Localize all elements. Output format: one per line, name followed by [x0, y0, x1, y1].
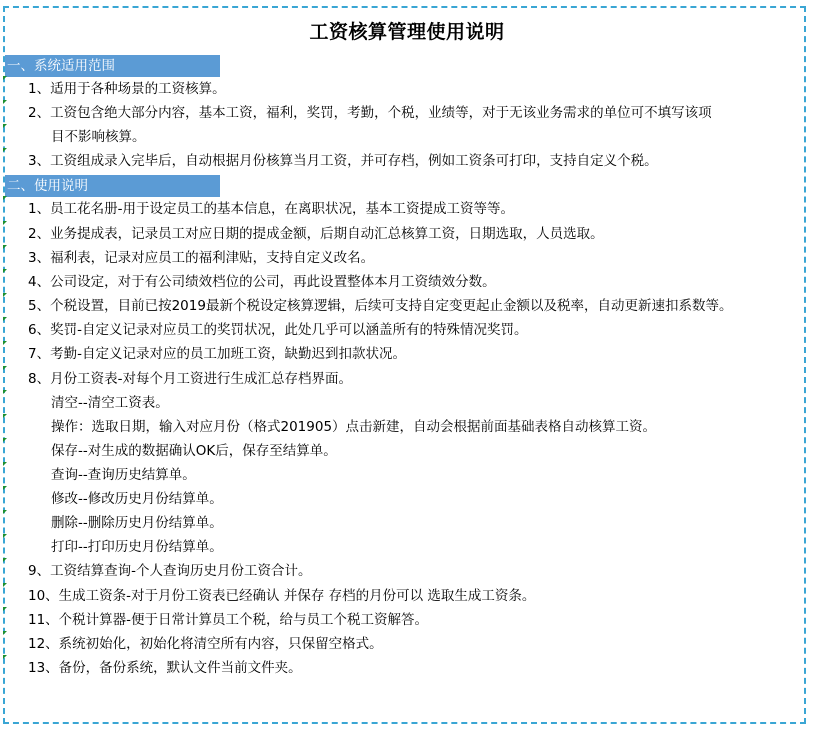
- list-item: 1、适用于各种场景的工资核算。: [28, 81, 226, 97]
- comment-marker-icon: [3, 631, 7, 635]
- comment-marker-icon: [3, 100, 7, 104]
- comment-marker-icon: [3, 293, 7, 297]
- comment-marker-icon: [3, 76, 7, 80]
- comment-marker-icon: [3, 317, 7, 321]
- comment-marker-icon: [3, 462, 7, 466]
- comment-marker-icon: [3, 655, 7, 659]
- sub-item: 查询--查询历史结算单。: [51, 467, 196, 483]
- sub-item: 修改--修改历史月份结算单。: [51, 491, 223, 507]
- comment-marker-icon: [3, 486, 7, 490]
- comment-marker-icon: [3, 269, 7, 273]
- list-item: 1、员工花名册-用于设定员工的基本信息，在离职状况，基本工资提成工资等等。: [28, 201, 514, 217]
- comment-marker-icon: [3, 366, 7, 370]
- comment-marker-icon: [3, 124, 7, 128]
- list-item: 2、工资包含绝大部分内容，基本工资，福利，奖罚，考勤，个税，业绩等，对于无该业务需求的单位可不填写该项: [28, 105, 712, 121]
- list-item: 6、奖罚-自定义记录对应员工的奖罚状况，此处几乎可以涵盖所有的特殊情况奖罚。: [28, 322, 528, 338]
- comment-marker-icon: [3, 245, 7, 249]
- sub-item: 打印--打印历史月份结算单。: [51, 539, 223, 555]
- list-item: 10、生成工资条-对于月份工资表已经确认 并保存 存档的月份可以 选取生成工资条。: [28, 588, 536, 604]
- comment-marker-icon: [3, 221, 7, 225]
- page-title: 工资核算管理使用说明: [309, 21, 505, 43]
- list-item: 12、系统初始化，初始化将清空所有内容，只保留空格式。: [28, 636, 383, 652]
- comment-marker-icon: [3, 148, 7, 152]
- sub-item: 操作：选取日期，输入对应月份（格式201905）点击新建，自动会根据前面基础表格自动核算工资。: [51, 419, 657, 435]
- comment-marker-icon: [3, 196, 7, 200]
- comment-marker-icon: [3, 558, 7, 562]
- comment-marker-icon: [3, 510, 7, 514]
- sub-item: 清空--清空工资表。: [51, 395, 169, 411]
- comment-marker-icon: [3, 534, 7, 538]
- list-item: 5、个税设置，目前已按2019最新个税设定核算逻辑，后续可支持自定变更起止金额以及税率，自动更新速扣系数等。: [28, 298, 733, 314]
- list-item: 9、工资结算查询-个人查询历史月份工资合计。: [28, 563, 312, 579]
- list-item-continuation: 目不影响核算。: [51, 129, 146, 145]
- comment-marker-icon: [3, 341, 7, 345]
- comment-marker-icon: [3, 438, 7, 442]
- list-item: 7、考勤-自定义记录对应的员工加班工资，缺勤迟到扣款状况。: [28, 346, 406, 362]
- list-item: 2、业务提成表，记录员工对应日期的提成金额，后期自动汇总核算工资，日期选取，人员选取。: [28, 226, 604, 242]
- comment-marker-icon: [3, 583, 7, 587]
- list-item: 3、工资组成录入完毕后，自动根据月份核算当月工资，并可存档，例如工资条可打印，支持自定义个税。: [28, 153, 658, 169]
- list-item: 13、备份，备份系统，默认文件当前文件夹。: [28, 660, 302, 676]
- sub-item: 删除--删除历史月份结算单。: [51, 515, 223, 531]
- comment-marker-icon: [3, 414, 7, 418]
- list-item: 4、公司设定，对于有公司绩效档位的公司，再此设置整体本月工资绩效分数。: [28, 274, 496, 290]
- list-item: 8、月份工资表-对每个月工资进行生成汇总存档界面。: [28, 371, 352, 387]
- sub-item: 保存--对生成的数据确认OK后，保存至结算单。: [51, 443, 337, 459]
- comment-marker-icon: [3, 607, 7, 611]
- list-item: 3、福利表，记录对应员工的福利津贴，支持自定义改名。: [28, 250, 375, 266]
- comment-marker-icon: [3, 390, 7, 394]
- section-heading-scope: 一、系统适用范围: [5, 55, 220, 77]
- list-item: 11、个税计算器-便于日常计算员工个税，给与员工个税工资解答。: [28, 612, 429, 628]
- section-heading-usage: 二、使用说明: [5, 175, 220, 197]
